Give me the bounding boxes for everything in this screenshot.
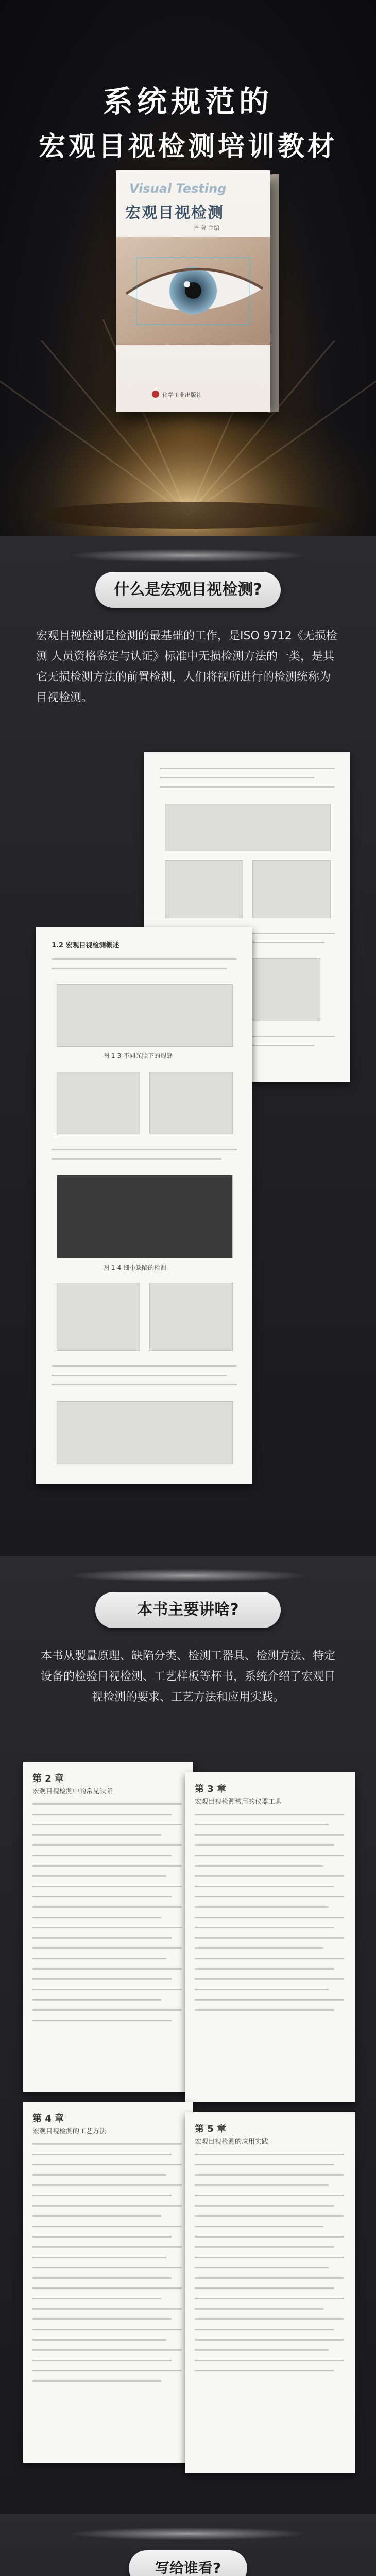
- section-heading-what: 什么是宏观目视检测?: [95, 572, 281, 608]
- figure-caption-1: 图 1-3 不同光照下的焊缝: [103, 1052, 173, 1059]
- content-description: 本书从製量原理、缺陷分类、检测工器具、检测方法、特定设备的检验目视检测、工艺样板等杯书，系统介绍了宏观目视检测的要求、工艺方法和应用实践。: [40, 1650, 335, 1704]
- publisher-logo-icon: [152, 391, 159, 398]
- toc-page-ch4: 第 4 章 宏观目视检测的工艺方法: [23, 2102, 193, 2463]
- eye-illustration-icon: [116, 237, 270, 345]
- section-heading-content: 本书主要讲啥?: [95, 1592, 281, 1628]
- hero-banner: [0, 0, 376, 536]
- section-divider-glow: [0, 2523, 376, 2544]
- sample-page-heading: 1.2 宏观目视检测概述: [52, 942, 119, 950]
- section-contents: [0, 1556, 376, 2514]
- book-english-title: Visual Testing: [129, 181, 227, 196]
- section-what-is: [0, 536, 376, 1556]
- section-divider-glow: [0, 545, 376, 566]
- toc-page-ch2: 第 2 章 宏观目视检测中的常见缺陷: [23, 1762, 193, 2092]
- figure-caption-2: 图 1-4 细小缺陷的检测: [103, 1264, 167, 1272]
- hero-title-line2: 宏观目视检测培训教材: [38, 131, 337, 162]
- toc-page-ch3: 第 3 章 宏观目视检测常用的仪器工具: [185, 1772, 355, 2102]
- section-audience: [0, 2514, 376, 2576]
- toc-page-ch5: 第 5 章 宏观目视检测的应用实践: [185, 2112, 355, 2473]
- book-author: 齐 著 主编: [193, 225, 219, 231]
- section-divider-glow: [0, 1565, 376, 1586]
- book-cover: [116, 170, 270, 412]
- hero-title-line1: 系统规范的: [102, 84, 273, 119]
- what-description: 宏观目视检测是检测的最基础的工作，是ISO 9712《无损检测 人员资格鉴定与认证》标准中无损检测方法的一类，是其它无损检测方法的前置检测，人们将视所进行的检测统称为目视检测。: [36, 630, 337, 704]
- book-publisher: 化学工业出版社: [162, 392, 202, 398]
- book-chinese-title: 宏观目视检测: [125, 204, 224, 222]
- section-heading-audience: 写给谁看?: [129, 2550, 247, 2576]
- sample-page-front: [36, 927, 252, 1484]
